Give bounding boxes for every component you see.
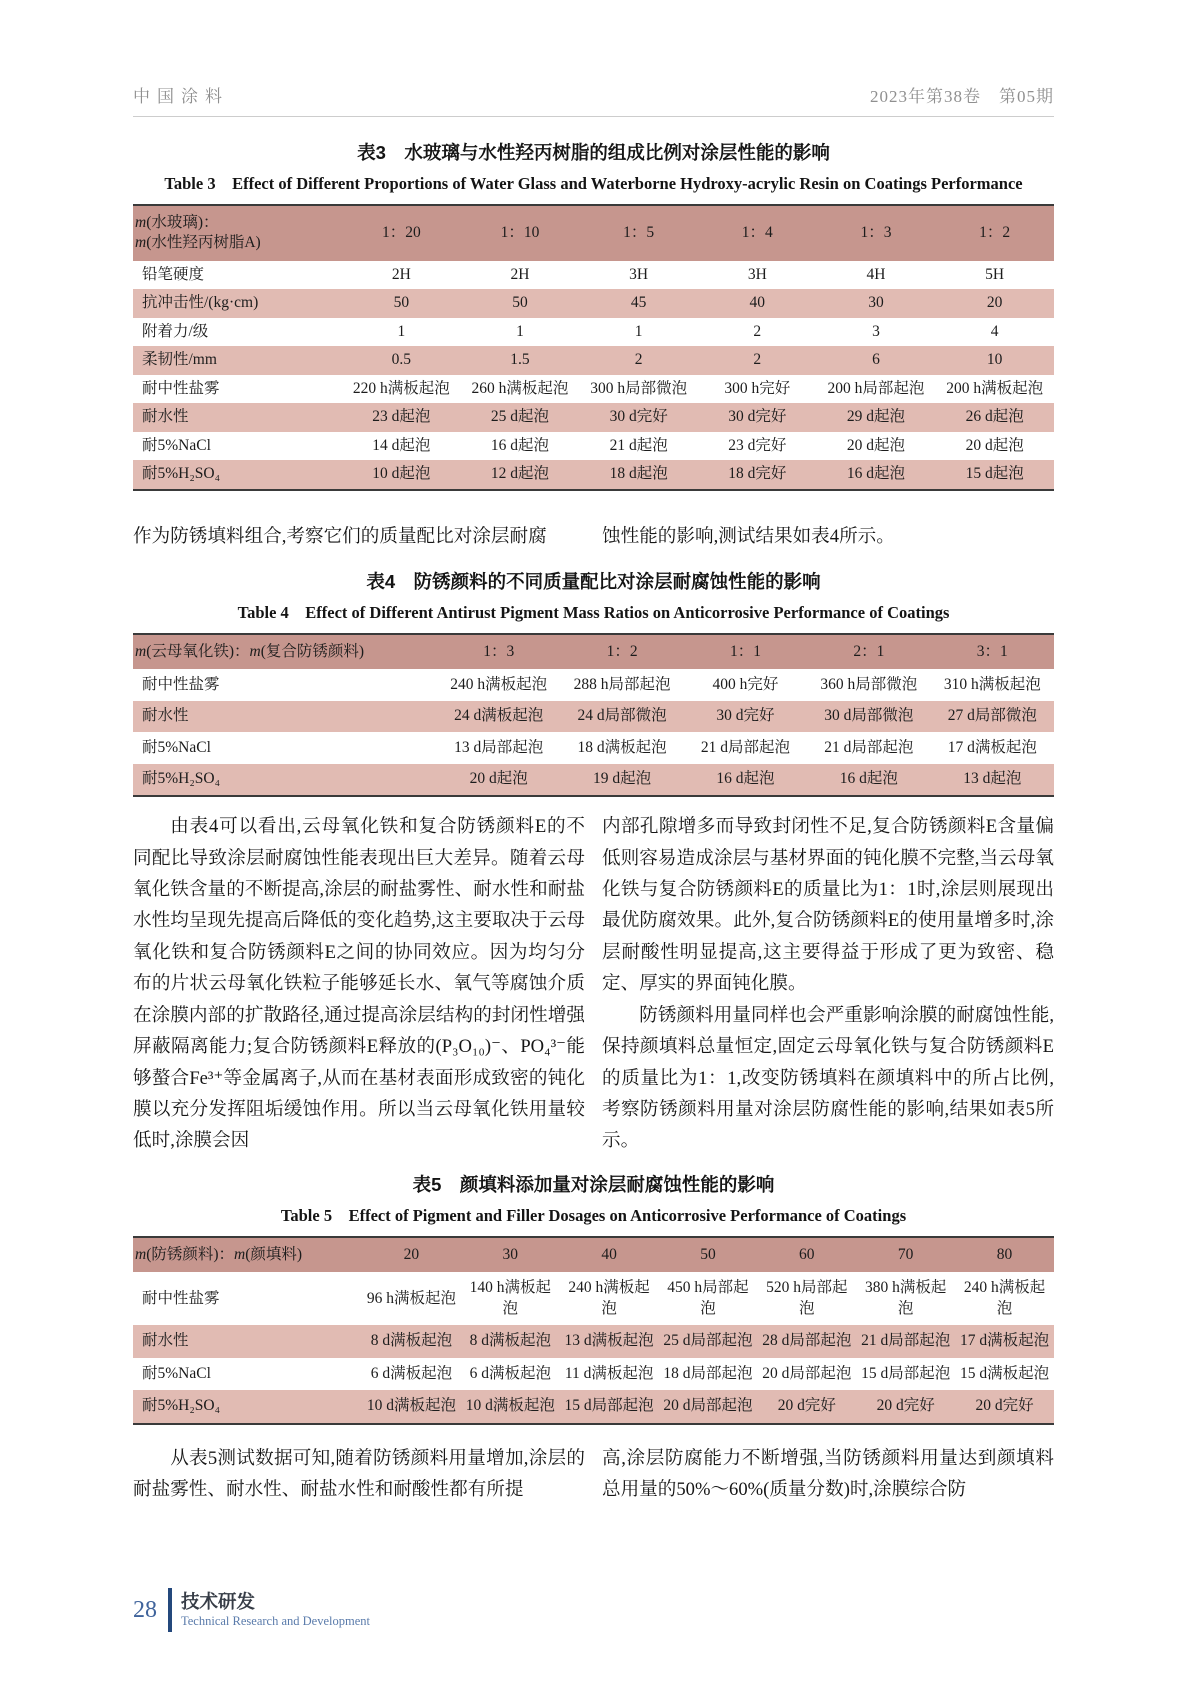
table-cell: 30 bbox=[868, 294, 884, 312]
table-cell: 柔韧性/mm bbox=[142, 351, 217, 369]
table-cell: 13 d局部起泡 bbox=[454, 738, 544, 756]
table-cell: 10 d起泡 bbox=[372, 465, 431, 483]
table-cell: 19 d起泡 bbox=[593, 770, 652, 788]
table-cell: 24 d局部微泡 bbox=[577, 707, 667, 725]
table-cell: m(防锈颜料)：m(颜填料) bbox=[135, 1245, 303, 1263]
table-row bbox=[133, 261, 1054, 289]
table-cell: 耐5%NaCl bbox=[142, 738, 211, 756]
body-right-column bbox=[602, 811, 1054, 1157]
table-cell: 30 bbox=[502, 1245, 519, 1263]
page-number: 28 bbox=[133, 1597, 157, 1623]
table-cell: 耐中性盐雾 bbox=[142, 1289, 220, 1307]
table-cell: 200 h局部起泡 bbox=[827, 379, 925, 397]
table-cell: 310 h满板起泡 bbox=[943, 675, 1041, 693]
table-cell: 4H bbox=[866, 265, 886, 283]
table-cell: m(云母氧化铁)：m(复合防锈颜料) bbox=[135, 642, 365, 660]
table-row bbox=[133, 669, 1054, 700]
table-cell: 20 d完好 bbox=[777, 1397, 836, 1415]
page-content bbox=[133, 82, 1054, 1505]
table-row bbox=[133, 732, 1054, 763]
table-header-row bbox=[133, 1237, 1054, 1272]
table-cell: 3：1 bbox=[976, 642, 1008, 660]
table-cell: 耐5%H₂SO₄ bbox=[142, 770, 220, 788]
table-cell: 30 d完好 bbox=[728, 408, 787, 426]
table-cell: 520 h局部起泡 bbox=[766, 1279, 848, 1317]
table-cell: 耐水性 bbox=[142, 408, 189, 426]
table4 bbox=[133, 633, 1054, 797]
table-header-row bbox=[133, 205, 1054, 261]
table-cell: 16 d起泡 bbox=[846, 465, 906, 483]
table-cell: 15 d起泡 bbox=[965, 465, 1024, 483]
footer-section-en: Technical Research and Development bbox=[181, 1613, 370, 1628]
table-cell: 16 d起泡 bbox=[490, 436, 550, 454]
table-cell: 400 h完好 bbox=[712, 675, 779, 693]
table-cell: 23 d完好 bbox=[728, 436, 787, 454]
table-cell: 耐中性盐雾 bbox=[142, 675, 220, 693]
table-row bbox=[133, 1358, 1054, 1390]
table-cell: 40 bbox=[749, 294, 766, 312]
table-cell: 2 bbox=[753, 322, 762, 340]
interlude-left: 作为防锈填料组合,考察它们的质量配比对涂层耐腐 bbox=[133, 525, 547, 547]
table-cell: 23 d起泡 bbox=[372, 408, 431, 426]
table-cell: m(水玻璃)： m(水性羟丙树脂A) bbox=[135, 214, 261, 252]
table-cell: 20 d起泡 bbox=[469, 770, 528, 788]
table-cell: 20 d完好 bbox=[975, 1397, 1034, 1415]
table-cell: 2：1 bbox=[853, 642, 885, 660]
table-cell: 13 d满板起泡 bbox=[564, 1332, 654, 1350]
table-cell: 20 d局部起泡 bbox=[663, 1397, 753, 1415]
issue-info: 2023年第38卷 第05期 bbox=[870, 87, 1054, 106]
table-cell: 50 bbox=[700, 1245, 716, 1263]
table-cell: 360 h局部微泡 bbox=[820, 675, 918, 693]
body-right-paragraph-2: 防锈颜料用量同样也会严重影响涂膜的耐腐蚀性能,保持颜填料总量恒定,固定云母氧化铁与复合防锈颜料E的质量比为1：1,改变防锈填料在颜填料中的所占比例,考察防锈颜料用量对涂层防腐性能的影响,结果如表5所示。 bbox=[602, 1004, 1054, 1152]
table-cell: 抗冲击性/(kg·cm) bbox=[142, 294, 259, 312]
table-cell: 2 bbox=[753, 351, 762, 369]
journal-title: 中国涂料 bbox=[133, 87, 229, 106]
table-cell: 80 bbox=[996, 1245, 1013, 1263]
table-cell: 6 d满板起泡 bbox=[370, 1364, 453, 1382]
table-cell: 24 d满板起泡 bbox=[454, 707, 544, 725]
table-header-row bbox=[133, 634, 1054, 669]
table-cell: 20 bbox=[403, 1245, 420, 1263]
table-cell: 15 d满板起泡 bbox=[959, 1364, 1050, 1382]
table-cell: 25 d局部起泡 bbox=[663, 1332, 753, 1350]
table-cell: 11 d满板起泡 bbox=[564, 1364, 654, 1382]
body-text bbox=[133, 811, 1054, 1157]
table-row bbox=[133, 346, 1054, 374]
table-cell: 30 d完好 bbox=[609, 408, 668, 426]
table-cell: 8 d满板起泡 bbox=[370, 1332, 453, 1350]
table-cell: 12 d起泡 bbox=[490, 465, 550, 483]
table-cell: 15 d局部起泡 bbox=[861, 1364, 951, 1382]
interlude-right: 蚀性能的影响,测试结果如表4所示。 bbox=[602, 525, 895, 547]
table-cell: 15 d局部起泡 bbox=[564, 1397, 654, 1415]
table-cell: 铅笔硬度 bbox=[142, 265, 205, 283]
body-left-column bbox=[133, 811, 585, 1157]
table-cell: 20 d起泡 bbox=[965, 436, 1024, 454]
table-cell: 2H bbox=[391, 265, 411, 283]
table-cell: 26 d起泡 bbox=[965, 408, 1024, 426]
table-cell: 18 d完好 bbox=[728, 465, 787, 483]
table-row bbox=[133, 1325, 1054, 1357]
footer-section-zh: 技术研发 bbox=[181, 1590, 256, 1612]
table-cell: 21 d局部起泡 bbox=[700, 738, 791, 756]
table-cell: 4 bbox=[990, 322, 999, 340]
table-cell: 200 h满板起泡 bbox=[946, 379, 1044, 397]
page-footer bbox=[133, 1588, 370, 1632]
table-cell: 240 h满板起泡 bbox=[963, 1279, 1046, 1317]
table-cell: 耐中性盐雾 bbox=[142, 379, 220, 397]
table-row bbox=[133, 460, 1054, 489]
table-cell: 50 bbox=[512, 294, 528, 312]
table-row bbox=[133, 1272, 1054, 1325]
table-cell: 30 d局部微泡 bbox=[824, 707, 914, 725]
table-cell: 20 bbox=[986, 294, 1003, 312]
table-cell: 50 bbox=[393, 294, 410, 312]
table-cell: 耐水性 bbox=[142, 1332, 189, 1350]
table-cell: 40 bbox=[601, 1245, 617, 1263]
table-cell: 0.5 bbox=[391, 351, 412, 369]
table-cell: 240 h满板起泡 bbox=[568, 1279, 650, 1317]
table-row bbox=[133, 289, 1054, 317]
table-cell: 450 h局部起泡 bbox=[667, 1279, 749, 1317]
bottom-text bbox=[133, 1443, 1054, 1506]
table-cell: 5H bbox=[985, 265, 1005, 283]
table-cell: 14 d起泡 bbox=[372, 436, 431, 454]
table-cell: 300 h完好 bbox=[724, 379, 791, 397]
table-cell: 20 d局部起泡 bbox=[762, 1364, 852, 1382]
table5-caption-en: Table 5 Effect of Pigment and Filler Dosages on Anticorrosive Performance of Coatings bbox=[280, 1205, 907, 1225]
table-cell: 10 bbox=[986, 351, 1003, 369]
table-cell: 1：3 bbox=[483, 642, 515, 660]
table-cell: 1：2 bbox=[979, 224, 1011, 242]
table-cell: 260 h满板起泡 bbox=[471, 379, 569, 397]
table-cell: 96 h满板起泡 bbox=[366, 1289, 456, 1307]
table-cell: 6 bbox=[872, 351, 880, 369]
footer-divider-bar bbox=[168, 1588, 172, 1632]
table-cell: 20 d完好 bbox=[876, 1397, 935, 1415]
table-cell: 17 d满板起泡 bbox=[959, 1332, 1050, 1350]
table5 bbox=[133, 1236, 1054, 1425]
table-cell: 27 d局部微泡 bbox=[947, 707, 1037, 725]
table-cell: 45 bbox=[630, 294, 647, 312]
table-cell: 21 d局部起泡 bbox=[861, 1332, 951, 1350]
table-cell: 18 d满板起泡 bbox=[577, 738, 667, 756]
table-cell: 1.5 bbox=[510, 351, 530, 369]
table-cell: 耐5%NaCl bbox=[142, 436, 211, 454]
table4-caption-en: Table 4 Effect of Different Antirust Pigment Mass Ratios on Anticorrosive Performance of Coatings bbox=[237, 602, 950, 622]
table-cell: 1：1 bbox=[729, 642, 761, 660]
table-row bbox=[133, 432, 1054, 460]
table-cell: 25 d起泡 bbox=[490, 408, 550, 426]
bottom-left-paragraph: 从表5测试数据可知,随着防锈颜料用量增加,涂层的耐盐雾性、耐水性、耐盐水性和耐酸性都有所提 bbox=[133, 1447, 585, 1500]
table-cell: 3 bbox=[872, 322, 880, 340]
table-row bbox=[133, 375, 1054, 403]
body-right-paragraph-1: 内部孔隙增多而导致封闭性不足,复合防锈颜料E含量偏低则容易造成涂层与基材界面的钝化膜不完整,当云母氧化铁与复合防锈颜料E的质量比为1：1时,涂层则展现出最优防腐效果。此外,复合防锈颜料E的使用量增多时,涂层耐酸性明显提高,这主要得益于形成了更为致密、稳定、厚实的界面钝化膜。 bbox=[602, 816, 1054, 995]
table-cell: 附着力/级 bbox=[142, 322, 209, 340]
table-cell: 1：10 bbox=[500, 224, 540, 242]
table-cell: 288 h局部起泡 bbox=[573, 675, 671, 693]
table-row bbox=[133, 403, 1054, 431]
table-cell: 2 bbox=[634, 351, 643, 369]
table-cell: 16 d起泡 bbox=[839, 770, 898, 788]
table-cell: 1：2 bbox=[606, 642, 638, 660]
table5-caption-zh: 表5 颜填料添加量对涂层耐腐蚀性能的影响 bbox=[412, 1173, 775, 1195]
table-cell: 10 d满板起泡 bbox=[465, 1397, 555, 1415]
table-cell: 28 d局部起泡 bbox=[762, 1332, 852, 1350]
table-cell: 1 bbox=[397, 322, 406, 340]
table-cell: 220 h满板起泡 bbox=[352, 379, 450, 397]
table-cell: 1：20 bbox=[381, 224, 421, 242]
table3-caption-zh: 表3 水玻璃与水性羟丙树脂的组成比例对涂层性能的影响 bbox=[357, 142, 830, 163]
table-cell: 70 bbox=[897, 1245, 914, 1263]
table3 bbox=[133, 204, 1054, 491]
table-cell: 30 d完好 bbox=[716, 707, 775, 725]
table-cell: 20 d起泡 bbox=[846, 436, 906, 454]
table-cell: 2H bbox=[510, 265, 530, 283]
table-cell: 18 d局部起泡 bbox=[663, 1364, 753, 1382]
table-cell: 18 d起泡 bbox=[609, 465, 668, 483]
page-header bbox=[133, 82, 1054, 117]
table-cell: 140 h满板起泡 bbox=[469, 1279, 551, 1317]
table-cell: 21 d起泡 bbox=[609, 436, 668, 454]
table-cell: 240 h满板起泡 bbox=[450, 675, 548, 693]
table-row bbox=[133, 1390, 1054, 1423]
table-cell: 1：3 bbox=[860, 224, 892, 242]
table-cell: 300 h局部微泡 bbox=[590, 379, 688, 397]
table-cell: 380 h满板起泡 bbox=[864, 1279, 947, 1317]
table-cell: 耐5%NaCl bbox=[142, 1364, 211, 1382]
table-cell: 3H bbox=[629, 265, 649, 283]
table-cell: 16 d起泡 bbox=[716, 770, 775, 788]
table-row bbox=[133, 701, 1054, 732]
table-cell: 13 d起泡 bbox=[963, 770, 1022, 788]
table-row bbox=[133, 764, 1054, 796]
table-cell: 29 d起泡 bbox=[846, 408, 906, 426]
table-cell: 1：5 bbox=[623, 224, 655, 242]
table-cell: 耐水性 bbox=[142, 707, 189, 725]
table-cell: 1：4 bbox=[741, 224, 773, 242]
table-cell: 1 bbox=[516, 322, 524, 340]
interlude-text bbox=[133, 521, 1054, 552]
table-cell: 17 d满板起泡 bbox=[947, 738, 1037, 756]
table-cell: 8 d满板起泡 bbox=[469, 1332, 551, 1350]
table-cell: 21 d局部起泡 bbox=[824, 738, 914, 756]
body-left-paragraph: 由表4可以看出,云母氧化铁和复合防锈颜料E的不同配比导致涂层耐腐蚀性能表现出巨大差异。随着云母氧化铁含量的不断提高,涂层的耐盐雾性、耐水性和耐盐水性均呈现先提高后降低的变化趋势,这主要取决于云母氧化铁和复合防锈颜料E之间的协同效应。因为均匀分布的片状云母氧化铁粒子能够延长水、氧气等腐蚀介质在涂膜内部的扩散路径,通过提高涂层结构的封闭性增强屏蔽隔离能力;复合防锈颜料E释放的(P₃O₁₀)⁻、PO₄³⁻能够螯合Fe³⁺等金属离子,从而在基材表面形成致密的钝化膜以充分发挥阻垢缓蚀作用。所以当云母氧化铁用量较低时,涂膜会因 bbox=[133, 816, 585, 1152]
table4-caption-zh: 表4 防锈颜料的不同质量配比对涂层耐腐蚀性能的影响 bbox=[366, 570, 821, 592]
bottom-right-paragraph: 高,涂层防腐能力不断增强,当防锈颜料用量达到颜填料总用量的50%～60%(质量分数)时,涂膜综合防 bbox=[602, 1447, 1054, 1500]
footer-section bbox=[181, 1591, 370, 1629]
table-cell: 60 bbox=[799, 1245, 815, 1263]
table-cell: 1 bbox=[634, 322, 643, 340]
table-cell: 10 d满板起泡 bbox=[366, 1397, 456, 1415]
table-cell: 3H bbox=[747, 265, 767, 283]
table-cell: 耐5%H₂SO₄ bbox=[142, 1397, 220, 1415]
table3-caption-en: Table 3 Effect of Different Proportions of Water Glass and Waterborne Hydroxy-acrylic Resin on Coatings Performance bbox=[164, 174, 1023, 193]
table-row bbox=[133, 318, 1054, 346]
table-cell: 6 d满板起泡 bbox=[469, 1364, 551, 1382]
table-cell: 耐5%H₂SO₄ bbox=[142, 465, 220, 483]
